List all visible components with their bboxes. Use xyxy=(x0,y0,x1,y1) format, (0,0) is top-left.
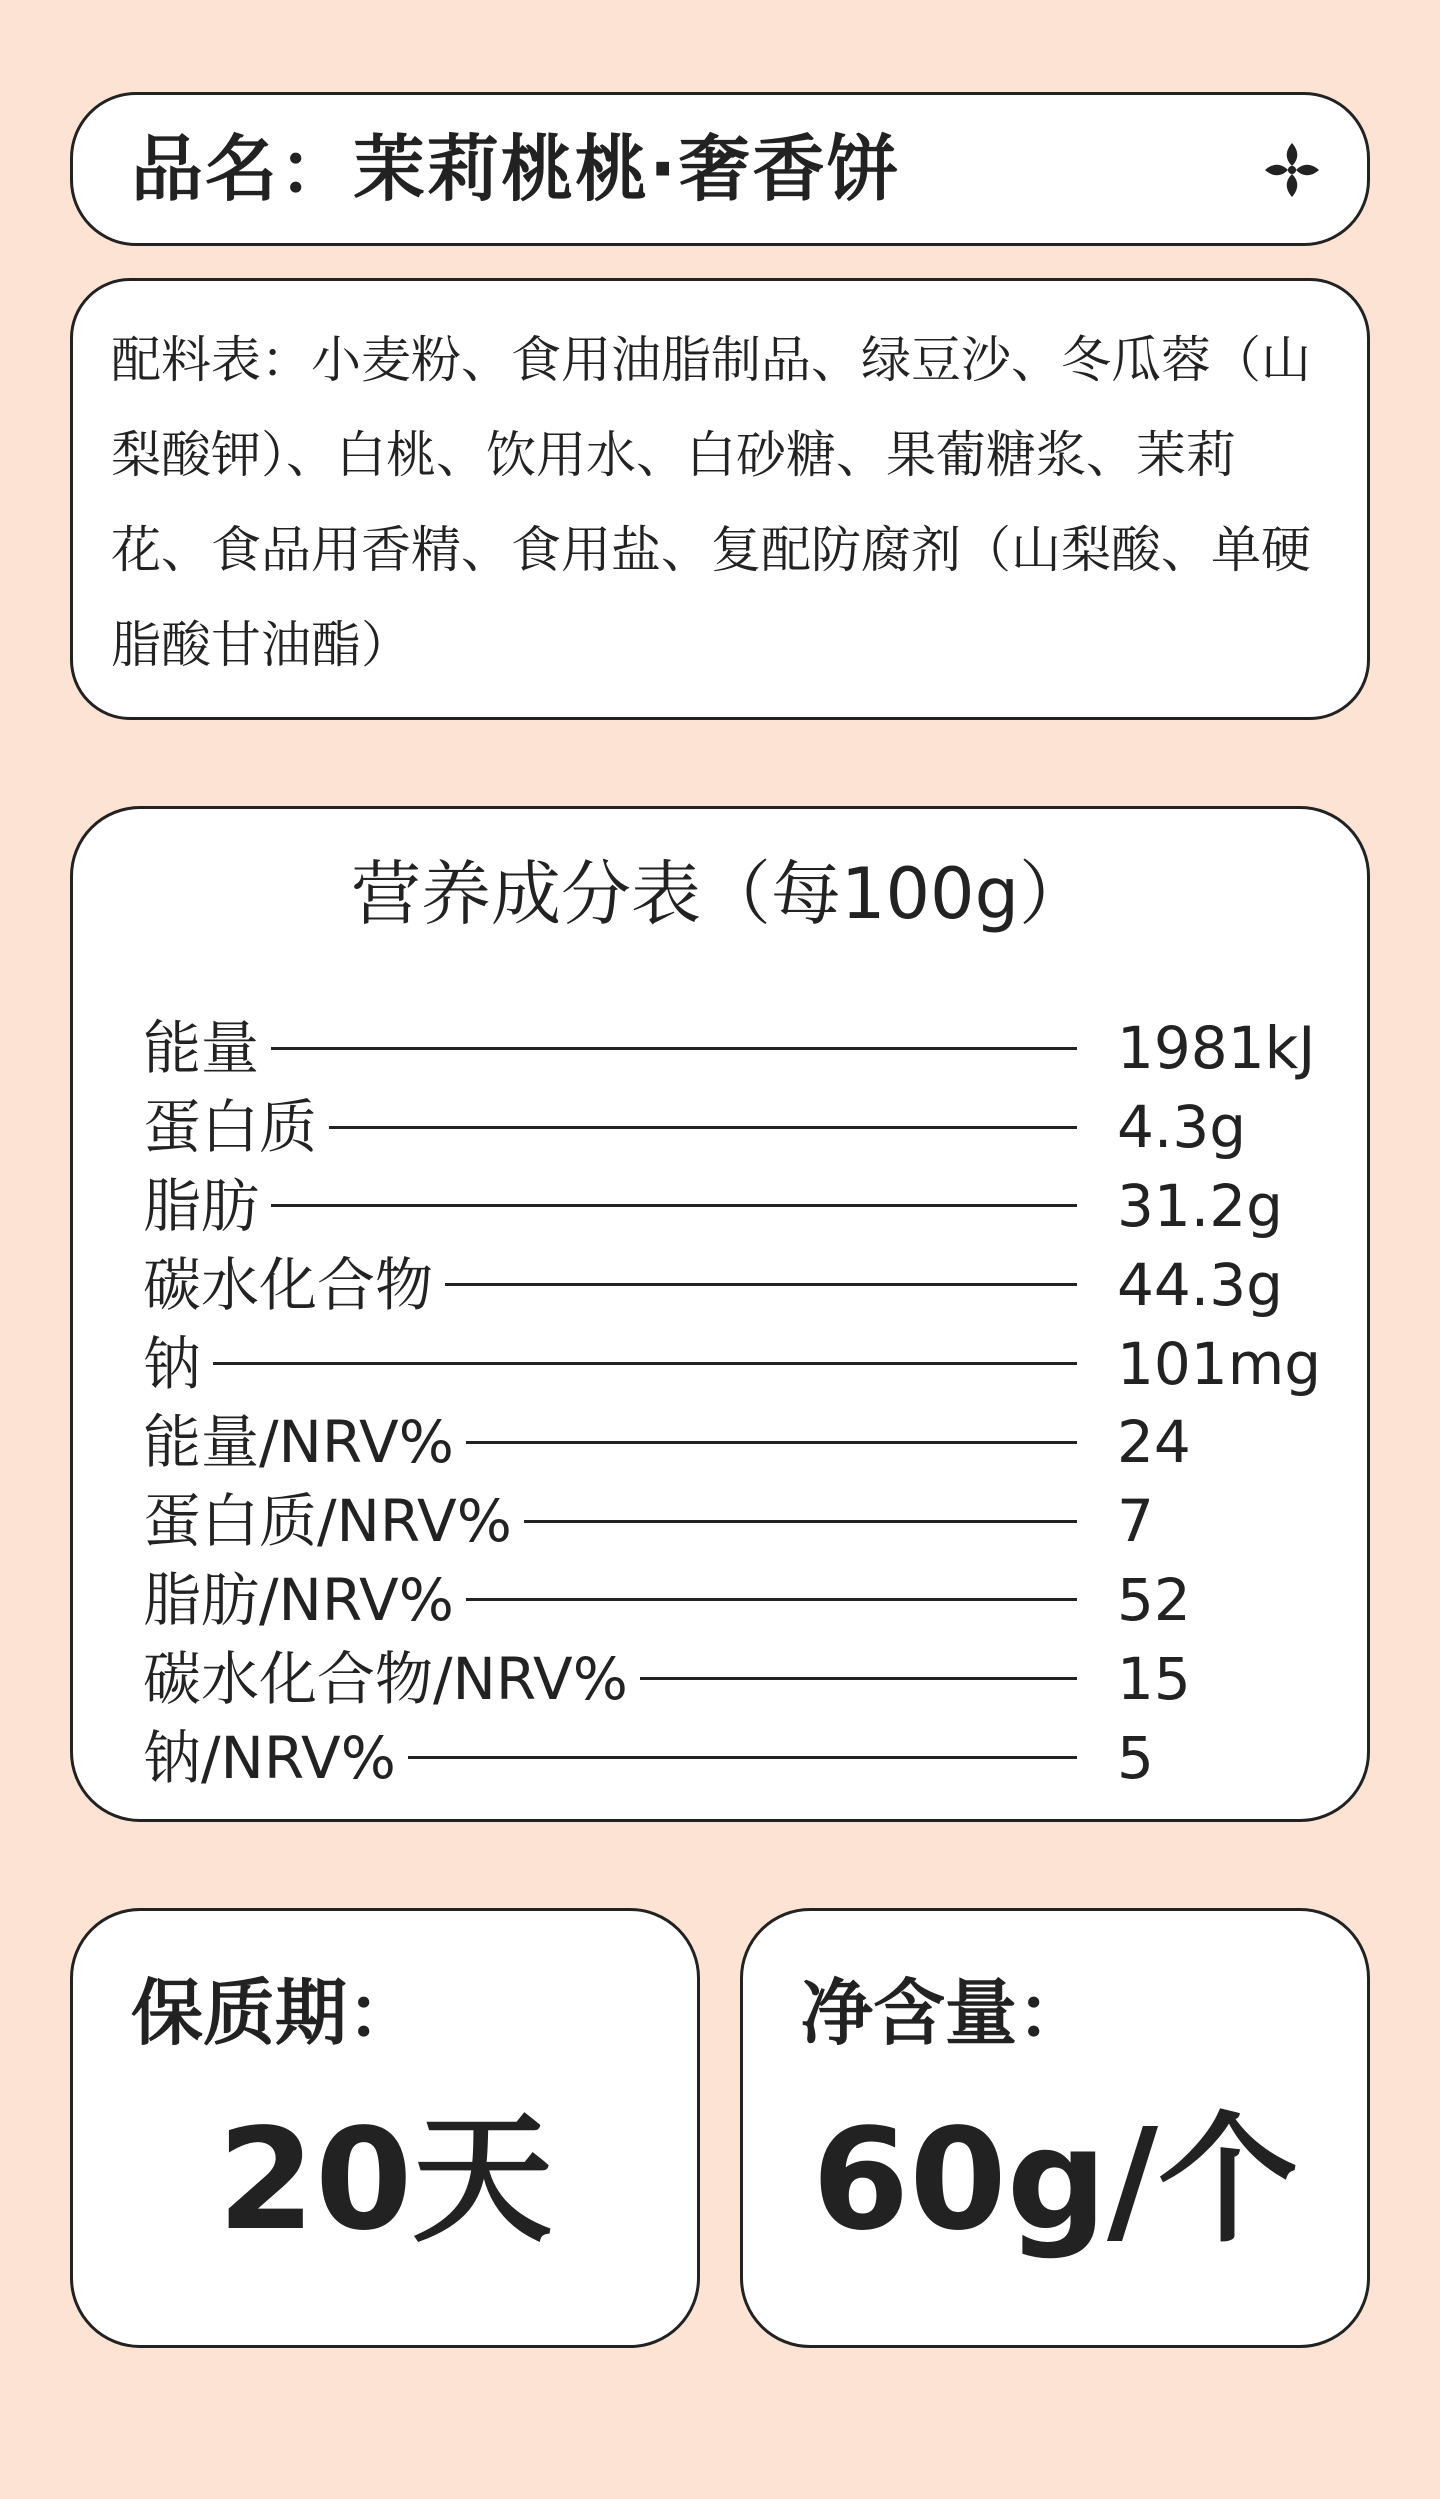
leader-line xyxy=(408,1756,1077,1759)
shelf-life-card xyxy=(70,1908,700,2348)
ingredients-card xyxy=(70,278,1370,720)
nutrition-value: 101mg xyxy=(1117,1329,1322,1398)
nutrition-label: 能量/NRV% xyxy=(143,1408,454,1477)
product-name: 品名：茉莉桃桃·奢香饼 xyxy=(131,127,901,211)
nutrition-row xyxy=(143,1245,1327,1324)
nutrition-row xyxy=(143,1718,1327,1797)
leader-line xyxy=(445,1283,1077,1286)
nutrition-row xyxy=(143,1167,1327,1246)
nutrition-value: 1981kJ xyxy=(1117,1014,1316,1083)
net-content-card xyxy=(740,1908,1370,2348)
leader-line xyxy=(271,1047,1077,1050)
nutrition-label: 碳水化合物/NRV% xyxy=(143,1644,628,1713)
leader-line xyxy=(466,1441,1077,1444)
leader-line xyxy=(329,1126,1077,1129)
nutrition-row xyxy=(143,1403,1327,1482)
leader-line xyxy=(271,1204,1077,1207)
shelf-life-value: 20天 xyxy=(217,2099,553,2262)
nutrition-label: 钠/NRV% xyxy=(143,1723,396,1792)
shelf-life-label: 保质期： xyxy=(131,1971,420,2055)
net-content-label: 净含量： xyxy=(801,1971,1090,2055)
ingredients-text: 配料表：小麦粉、食用油脂制品、绿豆沙、冬瓜蓉（山梨酸钾）、白桃、饮用水、白砂糖、果葡糖浆、茉莉花、食品用香精、食用盐、复配防腐剂（山梨酸、单硬脂酸甘油酯） xyxy=(111,331,1311,674)
nutrition-row xyxy=(143,1088,1327,1167)
nutrition-value: 7 xyxy=(1117,1487,1154,1556)
nutrition-value: 4.3g xyxy=(1117,1093,1247,1162)
nutrition-value: 5 xyxy=(1117,1723,1154,1792)
leader-line xyxy=(524,1520,1077,1523)
leader-line xyxy=(640,1677,1077,1680)
nutrition-table xyxy=(143,1009,1327,1797)
net-content-value: 60g/个 xyxy=(811,2099,1299,2262)
leader-line xyxy=(213,1362,1077,1365)
nutrition-label: 脂肪/NRV% xyxy=(143,1565,454,1634)
nutrition-row xyxy=(143,1009,1327,1088)
nutrition-row xyxy=(143,1324,1327,1403)
nutrition-row xyxy=(143,1561,1327,1640)
nutrition-label: 碳水化合物 xyxy=(143,1250,434,1319)
nutrition-value: 31.2g xyxy=(1117,1171,1283,1240)
nutrition-value: 24 xyxy=(1117,1408,1191,1477)
nutrition-label: 能量 xyxy=(143,1014,260,1083)
nutrition-card xyxy=(70,806,1370,1822)
nutrition-label: 蛋白质 xyxy=(143,1093,318,1162)
product-name-card xyxy=(70,92,1370,246)
nutrition-value: 52 xyxy=(1117,1565,1191,1634)
nutrition-label: 脂肪 xyxy=(143,1171,260,1240)
leader-line xyxy=(466,1598,1077,1601)
nutrition-row xyxy=(143,1639,1327,1718)
nutrition-title: 营养成分表（每100g） xyxy=(350,853,1090,935)
nutrition-label: 钠 xyxy=(143,1329,202,1398)
nutrition-row xyxy=(143,1482,1327,1561)
nutrition-value: 44.3g xyxy=(1117,1250,1283,1319)
flower-icon xyxy=(1261,139,1323,201)
nutrition-label: 蛋白质/NRV% xyxy=(143,1487,512,1556)
nutrition-value: 15 xyxy=(1117,1644,1191,1713)
